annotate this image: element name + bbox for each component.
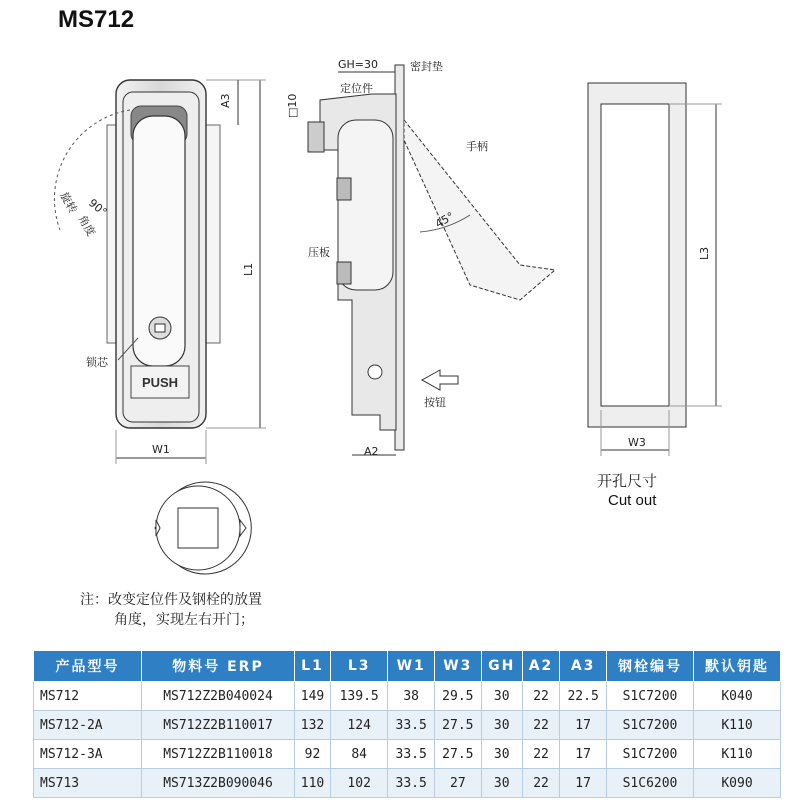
- cell-w3: 27.5: [435, 740, 482, 769]
- cam-shape: [155, 482, 251, 574]
- cell-a2: 22: [522, 711, 560, 740]
- angle-45-label: 45°: [433, 209, 457, 231]
- header-a3: A3: [560, 651, 607, 682]
- header-bolt: 钢栓编号: [607, 651, 694, 682]
- angle-90-label: 90°: [86, 196, 110, 219]
- cell-w1: 33.5: [388, 711, 435, 740]
- cell-bolt: S1C7200: [607, 740, 694, 769]
- cell-a3: 17: [560, 769, 607, 798]
- l1-label: L1: [242, 262, 255, 276]
- cell-erp: MS712Z2B040024: [142, 682, 295, 711]
- cell-model: MS713: [34, 769, 142, 798]
- cell-model: MS712-3A: [34, 740, 142, 769]
- rotation-label-2: 角度: [75, 213, 98, 239]
- cell-l1: 149: [295, 682, 331, 711]
- cell-w1: 38: [388, 682, 435, 711]
- lock-core-label: 锁芯: [86, 356, 108, 369]
- cell-l1: 92: [295, 740, 331, 769]
- cell-w1: 33.5: [388, 740, 435, 769]
- cell-l3: 84: [331, 740, 388, 769]
- note-line-1: 注：改变定位件及钢栓的放置: [80, 592, 262, 608]
- w1-label: W1: [152, 443, 170, 456]
- square-label: □10: [286, 93, 299, 118]
- cutout-title-cn: 开孔尺寸: [597, 472, 658, 490]
- cell-key: K090: [694, 769, 781, 798]
- seal-label: 密封垫: [410, 60, 443, 73]
- header-l3: L3: [331, 651, 388, 682]
- header-a2: A2: [522, 651, 560, 682]
- cell-bolt: S1C6200: [607, 769, 694, 798]
- cell-a2: 22: [522, 769, 560, 798]
- cell-gh: 30: [481, 740, 522, 769]
- cell-w3: 27.5: [435, 711, 482, 740]
- cell-model: MS712-2A: [34, 711, 142, 740]
- cell-erp: MS712Z2B110017: [142, 711, 295, 740]
- cell-a3: 17: [560, 740, 607, 769]
- l3-label: L3: [698, 246, 711, 260]
- cell-l1: 132: [295, 711, 331, 740]
- cell-w3: 27: [435, 769, 482, 798]
- cell-a3: 22.5: [560, 682, 607, 711]
- cutout-view: [588, 83, 722, 456]
- spec-table: [33, 650, 781, 798]
- cell-a3: 17: [560, 711, 607, 740]
- cell-bolt: S1C7200: [607, 711, 694, 740]
- cell-key: K110: [694, 711, 781, 740]
- cell-w3: 29.5: [435, 682, 482, 711]
- a2-label: A2: [364, 445, 379, 458]
- header-l1: L1: [295, 651, 331, 682]
- header-erp: 物料号 ERP: [142, 651, 295, 682]
- table-row: [34, 740, 781, 769]
- push-arrow: [422, 370, 458, 390]
- cell-l3: 139.5: [331, 682, 388, 711]
- header-model: 产品型号: [34, 651, 142, 682]
- note-line-2: 角度，实现左右开门；: [114, 612, 254, 628]
- cell-key: K110: [694, 740, 781, 769]
- plate-label: 压板: [308, 246, 330, 259]
- button-label: 按钮: [424, 396, 446, 409]
- cell-erp: MS713Z2B090046: [142, 769, 295, 798]
- cell-gh: 30: [481, 711, 522, 740]
- locator-nut: [308, 122, 324, 152]
- header-gh: GH: [481, 651, 522, 682]
- header-key: 默认钥匙: [694, 651, 781, 682]
- cell-bolt: S1C7200: [607, 682, 694, 711]
- cell-gh: 30: [481, 682, 522, 711]
- cell-model: MS712: [34, 682, 142, 711]
- handle-label: 手柄: [466, 140, 488, 153]
- header-w3: W3: [435, 651, 482, 682]
- w3-label: W3: [628, 436, 646, 449]
- note: [80, 590, 262, 630]
- cell-l1: 110: [295, 769, 331, 798]
- gh-label: GH=30: [338, 58, 379, 71]
- table-row: [34, 682, 781, 711]
- table-header-row: [34, 651, 781, 682]
- table-row: [34, 711, 781, 740]
- cell-w1: 33.5: [388, 769, 435, 798]
- locator-label: 定位件: [340, 82, 373, 95]
- a3-label: A3: [219, 93, 232, 108]
- cell-gh: 30: [481, 769, 522, 798]
- cell-l3: 124: [331, 711, 388, 740]
- cell-l3: 102: [331, 769, 388, 798]
- cell-erp: MS712Z2B110018: [142, 740, 295, 769]
- cell-a2: 22: [522, 740, 560, 769]
- cell-a2: 22: [522, 682, 560, 711]
- front-view: [54, 80, 266, 464]
- push-label: PUSH: [141, 375, 179, 390]
- cutout-title-en: Cut out: [608, 492, 657, 509]
- header-w1: W1: [388, 651, 435, 682]
- cell-key: K040: [694, 682, 781, 711]
- table-row: [34, 769, 781, 798]
- page-title: MS712: [58, 6, 135, 33]
- rotation-label-1: 旋转: [57, 190, 80, 216]
